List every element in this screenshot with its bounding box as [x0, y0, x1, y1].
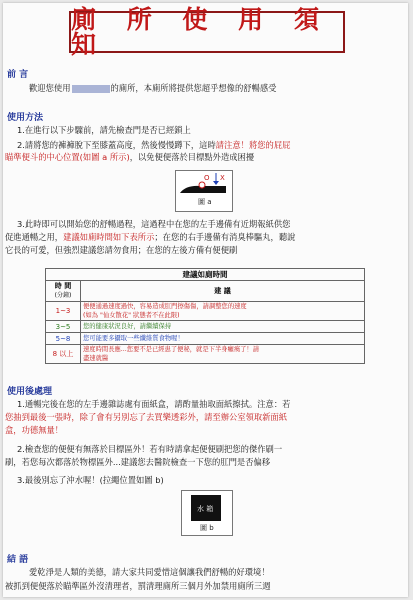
row-advice-line2: 盡速就醫	[83, 355, 109, 362]
table-row	[46, 333, 365, 345]
after-step-1-line3: 盒，功德無量！	[5, 425, 64, 435]
table-row	[46, 345, 365, 364]
step3-suggest: 建議如廁時間如下表所示	[63, 232, 155, 242]
method-step-2-line2	[5, 152, 254, 163]
after-step-2-line1: 2.檢查您的便便有無落於目標區外！若有時請拿起便便刷把您的傑作刷一	[17, 444, 283, 454]
conclusion-line2: 被抓到便便落於瞄準區外沒清理者，罰清理廁所三個月外加禁用廁所三週	[5, 581, 271, 591]
after-step-1-line1: 1.通暢完後在您的左手邊雜誌處有面紙盒，請酌量抽取面紙擦拭。注意：若	[17, 399, 291, 409]
preface-text-b: 的廁所，本廁所將提供您超乎想像的舒暢感受	[110, 83, 277, 93]
step2-text-a: 2.請將您的褲褲脫下至膝蓋高度，然後慢慢蹲下，這時	[17, 140, 216, 150]
preface-text-a: 歡迎您使用	[29, 83, 71, 93]
col-time-label: 時 間	[54, 282, 72, 290]
after-heading: 使用後處理	[7, 387, 53, 397]
conclusion-heading: 結 語	[7, 555, 29, 565]
row-advice	[81, 345, 365, 364]
row-advice: 您可能要多攝取一些纖維質食物喔！	[81, 333, 365, 345]
step2-aim: 瞄準便斗的中心位置(如圖 a 所示)	[5, 152, 130, 162]
fig-b-label: 圖 b	[200, 524, 214, 532]
after-step-3: 3.最後別忘了沖水喔！(拉繩位置如圖 b)	[17, 475, 164, 485]
toilet-diagram	[176, 171, 232, 211]
fig-a-label: 圖 a	[198, 198, 212, 206]
row-time: 1~3	[46, 302, 81, 321]
redacted-name	[72, 85, 110, 93]
row-advice-line2: (如為 "仙女散花" 狀態者不在此限)	[83, 312, 180, 319]
row-time: 3~5	[46, 321, 81, 333]
method-step-3-line3: 它長的可愛，但強烈建議您請勿食用；在您的左後方備有便便刷	[5, 245, 238, 255]
row-advice-line1: 便便通過速度過快，容易造成肛門擦傷傷，請調整您的速度	[83, 303, 247, 310]
method-step-1: 1.在進行以下步驟前，請先檢查門是否已經鎖上	[17, 125, 191, 135]
row-advice-line1: 速度時間長應...您要不是已經患了便秘，就是下半身癱瘓了！請	[83, 346, 260, 353]
title-box	[69, 5, 345, 59]
method-step-2-line1	[17, 140, 290, 151]
time-table	[45, 268, 365, 364]
after-step-2-line2: 刷，若您每次都落於物標區外...建議您去醫院檢查一下您的肛門是否偏移	[5, 457, 271, 467]
table-header-time	[46, 281, 81, 302]
table-caption: 建議如廁時間	[46, 269, 365, 281]
fig-mark-o: O	[204, 174, 210, 182]
table-header-advice: 建 議	[81, 281, 365, 302]
step2-warning: 請注意！將您的屁屁	[215, 140, 291, 150]
step3-text-b: 促進通暢之用，	[5, 232, 64, 242]
figure-a	[175, 170, 233, 212]
figure-b	[181, 490, 233, 536]
table-row	[46, 302, 365, 321]
tank-label: 水 箱	[197, 505, 214, 513]
fig-mark-x: X	[220, 174, 225, 182]
method-step-3-line2	[5, 232, 295, 243]
page-title: 廁 所 使 用 須 知	[71, 5, 330, 59]
row-advice	[81, 302, 365, 321]
step2-text-d: ，以免便便落於目標點外造成困擾	[129, 152, 255, 162]
row-advice: 您的健康狀況良好，請繼續保持	[81, 321, 365, 333]
method-step-3-line1: 3.此時即可以開始您的舒暢過程，這過程中在您的左手邊備有近期報紙供您	[17, 219, 291, 229]
notice-page	[3, 3, 408, 597]
conclusion-line1: 愛乾淨是人類的美德，請大家共同愛惜這個讓我們舒暢的好環境！	[29, 567, 270, 577]
row-time: 8 以上	[46, 345, 81, 364]
method-heading: 使用方法	[7, 113, 44, 123]
table-row	[46, 321, 365, 333]
col-time-unit: (分鐘)	[54, 292, 72, 299]
preface-heading: 前 言	[7, 70, 29, 80]
row-time: 5~8	[46, 333, 81, 345]
step3-text-d: ；在您的右手邊備有消臭棒驅丸，聽說	[154, 232, 296, 242]
after-step-1-line2: 您抽到最後一張時，除了會有另別忘了去買樂透彩外，請至辦公室領取新面紙	[5, 412, 288, 422]
preface-text	[29, 83, 276, 94]
